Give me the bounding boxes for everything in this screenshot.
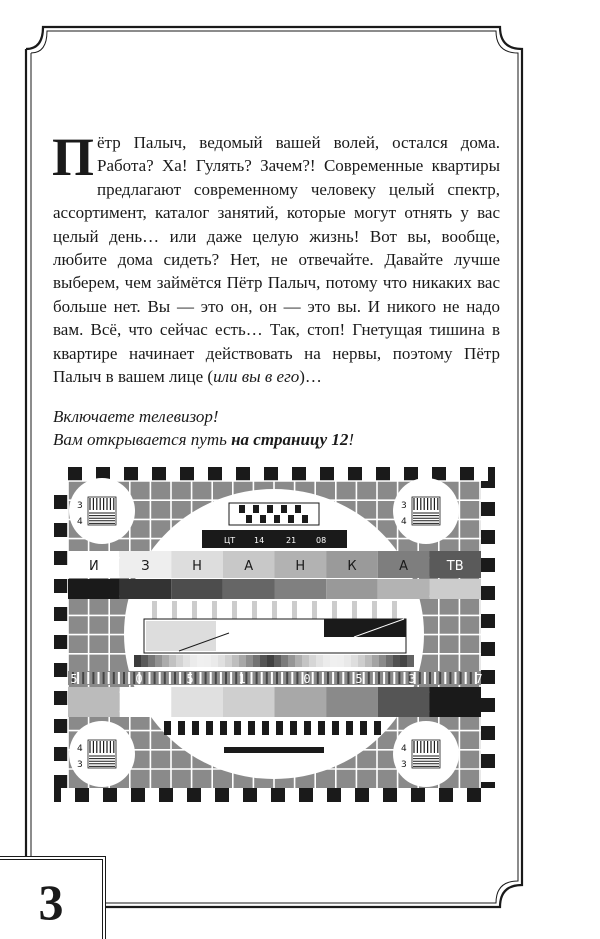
band-letter: З	[141, 559, 150, 574]
top-bar	[281, 505, 287, 513]
scale-tick	[465, 672, 467, 684]
scale-tick	[332, 672, 334, 684]
bottom-check	[164, 721, 171, 735]
border-check	[481, 628, 495, 642]
dark-band-cell	[223, 579, 275, 599]
sweep-cell	[400, 655, 407, 667]
note-line-2	[53, 428, 500, 451]
scale-tick	[378, 672, 380, 684]
top-bar	[260, 515, 266, 523]
bottom-bar	[224, 747, 324, 753]
scale-digit: 5	[355, 672, 363, 686]
border-check	[481, 684, 495, 698]
dark-band-cell	[120, 579, 172, 599]
border-check	[54, 509, 68, 523]
band-letter: Н	[192, 559, 202, 574]
sweep-cell	[323, 655, 330, 667]
scale-tick	[256, 672, 258, 684]
border-check	[194, 467, 208, 481]
scale-tick	[118, 672, 120, 684]
border-check	[453, 788, 467, 802]
center-black	[324, 619, 406, 637]
sweep-cell	[407, 655, 414, 667]
band-letter: И	[88, 559, 99, 574]
border-check	[138, 467, 152, 481]
drop-cap: П	[52, 127, 95, 187]
scale-tick	[429, 672, 431, 684]
border-check	[481, 572, 495, 586]
scale-tick	[424, 672, 426, 684]
top-label: 14	[254, 536, 265, 545]
bottom-check	[206, 721, 213, 735]
scale-tick	[439, 672, 441, 684]
bottom-check	[192, 721, 199, 735]
tv-test-card	[54, 467, 495, 802]
border-check	[201, 788, 215, 802]
corner-digit: 4	[401, 517, 407, 527]
scale-tick	[108, 672, 110, 684]
border-check	[229, 788, 243, 802]
sweep-cell	[155, 655, 162, 667]
sweep-cell	[267, 655, 274, 667]
scale-tick	[337, 672, 339, 684]
border-check	[278, 467, 292, 481]
dark-band-cell	[275, 579, 327, 599]
scale-tick	[388, 672, 390, 684]
freq-bar	[252, 601, 257, 619]
freq-bar	[322, 601, 327, 619]
border-check	[61, 788, 75, 802]
low-band-cell	[326, 687, 378, 717]
sweep-cell	[302, 655, 309, 667]
border-check	[54, 481, 68, 495]
sweep-cell	[330, 655, 337, 667]
scale-tick	[230, 672, 232, 684]
scale-tick	[220, 672, 222, 684]
scale-tick	[123, 672, 125, 684]
border-check	[257, 788, 271, 802]
scale-digit: 1	[238, 672, 246, 686]
scale-tick	[266, 672, 268, 684]
bottom-check	[220, 721, 227, 735]
paragraph-end: )…	[299, 367, 322, 387]
sweep-cell	[232, 655, 239, 667]
low-band-cell	[429, 687, 481, 717]
top-bar	[274, 515, 280, 523]
dark-band-cell	[68, 579, 120, 599]
bottom-check	[248, 721, 255, 735]
sweep-cell	[134, 655, 141, 667]
page-link[interactable]: на страницу 12	[231, 430, 349, 449]
bottom-check	[178, 721, 185, 735]
corner-digit: 3	[77, 501, 83, 511]
freq-bar	[292, 601, 297, 619]
sweep-cell	[365, 655, 372, 667]
top-bar	[239, 505, 245, 513]
scale-tick	[271, 672, 273, 684]
freq-bar	[192, 601, 197, 619]
freq-bar	[242, 601, 247, 619]
sweep-cell	[218, 655, 225, 667]
scale-tick	[317, 672, 319, 684]
border-check	[313, 788, 327, 802]
low-band-cell	[378, 687, 430, 717]
scale-tick	[327, 672, 329, 684]
scale-tick	[444, 672, 446, 684]
scale-tick	[368, 672, 370, 684]
freq-bar	[362, 601, 367, 619]
sweep-cell	[169, 655, 176, 667]
sweep-cell	[183, 655, 190, 667]
dark-band-cell	[429, 579, 481, 599]
scale-tick	[194, 672, 196, 684]
sweep-cell	[148, 655, 155, 667]
scale-tick	[347, 672, 349, 684]
border-check	[54, 677, 68, 691]
scale-tick	[383, 672, 385, 684]
scale-tick	[251, 672, 253, 684]
freq-bar	[262, 601, 267, 619]
freq-bar	[332, 601, 337, 619]
freq-bar	[182, 601, 187, 619]
sweep-cell	[211, 655, 218, 667]
freq-bar	[162, 601, 167, 619]
bottom-check	[304, 721, 311, 735]
border-check	[481, 544, 495, 558]
border-check	[481, 516, 495, 530]
sweep-cell	[176, 655, 183, 667]
band-letter: К	[347, 559, 357, 574]
freq-bar	[222, 601, 227, 619]
corner-digit: 4	[401, 744, 407, 754]
sweep-cell	[351, 655, 358, 667]
scale-tick	[404, 672, 406, 684]
border-check	[481, 740, 495, 754]
scale-tick	[154, 672, 156, 684]
scale-tick	[200, 672, 202, 684]
border-check	[82, 467, 96, 481]
top-bar	[302, 515, 308, 523]
sweep-cell	[288, 655, 295, 667]
scale-tick	[455, 672, 457, 684]
scale-tick	[281, 672, 283, 684]
sweep-cell	[372, 655, 379, 667]
border-check	[145, 788, 159, 802]
scale-tick	[449, 672, 451, 684]
paragraph-text: ётр Палыч, ведомый вашей волей, остался дома. Работа? Ха! Гулять? Зачем?! Современные квартиры предлагают современному человеку целый спектр, ассортимент, каталог занятий, которые могут отнять у вас целый день… или даже целую жизнь! Вот вы, вообще, любите дома сидеть? Нет, не отвечайте. Давайте лучше выберем, чем займётся Пётр Палыч, потому что никаких вас больше нет. Вы — это он, он — это вы. И никого не надо вам. Всё, что сейчас есть… Так, стоп! Гнетущая тишина в квартире начинает действовать на нервы, поэтому Пётр Палыч в вашем лице (	[53, 133, 500, 387]
border-check	[390, 467, 404, 481]
border-check	[54, 705, 68, 719]
border-check	[54, 593, 68, 607]
top-bar	[288, 515, 294, 523]
scale-digit: 3	[408, 672, 416, 686]
border-check	[54, 537, 68, 551]
sweep-cell	[253, 655, 260, 667]
freq-bar	[342, 601, 347, 619]
scale-tick	[245, 672, 247, 684]
border-check	[54, 733, 68, 747]
sweep-cell	[316, 655, 323, 667]
sweep-cell	[246, 655, 253, 667]
border-check	[481, 656, 495, 670]
border-check	[250, 467, 264, 481]
sweep-cell	[260, 655, 267, 667]
freq-bar	[212, 601, 217, 619]
corner-digit: 3	[77, 760, 83, 770]
corner-digit: 4	[77, 744, 83, 754]
border-check	[481, 788, 495, 802]
border-check	[54, 649, 68, 663]
border-check	[446, 467, 460, 481]
bottom-check	[360, 721, 367, 735]
scale-tick	[103, 672, 105, 684]
border-check	[362, 467, 376, 481]
scale-digit: 0	[135, 672, 143, 686]
dark-band-cell	[378, 579, 430, 599]
sweep-cell	[337, 655, 344, 667]
border-check	[54, 467, 68, 481]
scale-tick	[363, 672, 365, 684]
paragraph-italic: или вы в его	[213, 367, 300, 387]
scale-tick	[128, 672, 130, 684]
sweep-cell	[386, 655, 393, 667]
bottom-check	[290, 721, 297, 735]
border-check	[425, 788, 439, 802]
scale-tick	[98, 672, 100, 684]
main-paragraph	[52, 127, 500, 388]
freq-bar	[312, 601, 317, 619]
note-line-2-end: !	[348, 430, 355, 449]
border-check	[481, 600, 495, 614]
border-check	[341, 788, 355, 802]
sweep-cell	[204, 655, 211, 667]
page-number: 3	[38, 873, 64, 930]
top-bar	[246, 515, 252, 523]
freq-bar	[372, 601, 377, 619]
scale-tick	[286, 672, 288, 684]
sweep-cell	[141, 655, 148, 667]
sweep-cell	[344, 655, 351, 667]
border-check	[89, 788, 103, 802]
bottom-check	[262, 721, 269, 735]
freq-bar	[352, 601, 357, 619]
border-check	[285, 788, 299, 802]
dark-band-cell	[326, 579, 378, 599]
scale-tick	[434, 672, 436, 684]
scale-tick	[87, 672, 89, 684]
scale-tick	[92, 672, 94, 684]
border-check	[166, 467, 180, 481]
bottom-check	[276, 721, 283, 735]
scale-tick	[312, 672, 314, 684]
border-check	[54, 565, 68, 579]
low-band-cell	[120, 687, 172, 717]
scale-tick	[393, 672, 395, 684]
low-band-cell	[171, 687, 223, 717]
scale-tick	[210, 672, 212, 684]
top-label: 08	[316, 536, 327, 545]
scale-digit: 0	[303, 672, 311, 686]
bottom-check	[374, 721, 381, 735]
scale-tick	[159, 672, 161, 684]
scale-tick	[373, 672, 375, 684]
scale-tick	[460, 672, 462, 684]
freq-bar	[232, 601, 237, 619]
scale-tick	[215, 672, 217, 684]
band-letter: Н	[295, 559, 306, 574]
scale-tick	[164, 672, 166, 684]
freq-bar	[382, 601, 387, 619]
band-letter: А	[399, 559, 409, 574]
top-label: 21	[286, 536, 297, 545]
scale-tick	[143, 672, 145, 684]
scale-digit: 5	[70, 672, 78, 686]
top-label: ЦТ	[224, 536, 236, 545]
choice-note	[53, 405, 500, 451]
top-bar	[295, 505, 301, 513]
top-bar	[253, 505, 259, 513]
sweep-cell	[274, 655, 281, 667]
scale-tick	[205, 672, 207, 684]
sweep-cell	[358, 655, 365, 667]
sweep-cell	[190, 655, 197, 667]
border-check	[173, 788, 187, 802]
sweep-cell	[295, 655, 302, 667]
top-bar	[267, 505, 273, 513]
freq-bar	[202, 601, 207, 619]
scale-tick	[291, 672, 293, 684]
border-check	[481, 768, 495, 782]
band-letter: ТВ	[446, 559, 464, 574]
border-check	[117, 788, 131, 802]
freq-bar	[392, 601, 397, 619]
corner-digit: 3	[401, 760, 407, 770]
border-check	[481, 712, 495, 726]
band-letter: А	[244, 559, 254, 574]
border-check	[334, 467, 348, 481]
bottom-check	[318, 721, 325, 735]
freq-bar	[272, 601, 277, 619]
scale-tick	[149, 672, 151, 684]
corner-digit: 4	[77, 517, 83, 527]
border-check	[474, 467, 488, 481]
low-band-cell	[275, 687, 327, 717]
border-check	[54, 621, 68, 635]
center-gradient	[146, 621, 216, 651]
note-line-2-start: Вам открывается путь	[53, 430, 232, 449]
sweep-cell	[309, 655, 316, 667]
bottom-check	[234, 721, 241, 735]
scale-tick	[113, 672, 115, 684]
scale-digit: 7	[475, 672, 483, 686]
low-band-cell	[68, 687, 120, 717]
scale-tick	[470, 672, 472, 684]
scale-digit: 5	[186, 672, 194, 686]
corner-digit: 3	[401, 501, 407, 511]
scale-tick	[296, 672, 298, 684]
scale-tick	[174, 672, 176, 684]
sweep-cell	[393, 655, 400, 667]
border-check	[397, 788, 411, 802]
freq-bar	[142, 601, 147, 619]
border-check	[110, 467, 124, 481]
sweep-cell	[239, 655, 246, 667]
scale-tick	[169, 672, 171, 684]
sweep-cell	[225, 655, 232, 667]
freq-bar	[152, 601, 157, 619]
border-check	[481, 488, 495, 502]
scale-tick	[276, 672, 278, 684]
scale-tick	[322, 672, 324, 684]
sweep-cell	[379, 655, 386, 667]
note-line-1: Включаете телевизор!	[53, 407, 219, 426]
scale-tick	[261, 672, 263, 684]
scale-tick	[82, 672, 84, 684]
border-check	[306, 467, 320, 481]
freq-bar	[172, 601, 177, 619]
scale-tick	[179, 672, 181, 684]
sweep-cell	[162, 655, 169, 667]
scale-tick	[353, 672, 355, 684]
bottom-check	[332, 721, 339, 735]
freq-bar	[282, 601, 287, 619]
bottom-check	[346, 721, 353, 735]
freq-bar	[302, 601, 307, 619]
border-check	[369, 788, 383, 802]
sweep-cell	[281, 655, 288, 667]
scale-tick	[342, 672, 344, 684]
scale-tick	[398, 672, 400, 684]
border-check	[222, 467, 236, 481]
border-check	[54, 761, 68, 775]
scale-tick	[225, 672, 227, 684]
dark-band-cell	[171, 579, 223, 599]
scale-tick	[235, 672, 237, 684]
scale-tick	[419, 672, 421, 684]
sweep-cell	[197, 655, 204, 667]
low-band-cell	[223, 687, 275, 717]
page-number-box	[0, 856, 106, 939]
